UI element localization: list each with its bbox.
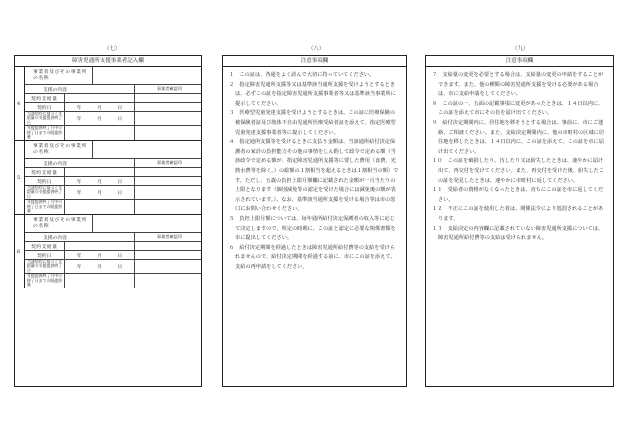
provider-name-field[interactable] bbox=[93, 215, 201, 232]
end-date-field[interactable] bbox=[65, 112, 135, 125]
provider-section bbox=[15, 67, 201, 141]
provided-amount-label: 支援提供終了月中の終了日までの既提供量 bbox=[25, 274, 65, 288]
note-item: ８ この証の一、五面の記載事項に変更があったときは、１４日以内に、この証を添えて市にその旨を届け出てください。 bbox=[432, 100, 604, 117]
support-content-label: 支援の内容 bbox=[25, 159, 135, 167]
provider-name-label: 事業者及びその事業所の名称 bbox=[25, 215, 93, 232]
provided-amount-field[interactable] bbox=[65, 126, 135, 140]
end-date-label: 当該契約に基づく支給量の支援提供終了日 bbox=[25, 112, 65, 125]
year-label: 年 bbox=[76, 265, 82, 270]
year-label: 年 bbox=[76, 117, 82, 122]
day-label: 日 bbox=[117, 253, 123, 259]
notes-body-right bbox=[426, 67, 613, 244]
contract-date-field[interactable] bbox=[65, 251, 135, 259]
support-content-label: 支援の内容 bbox=[25, 85, 135, 93]
note-item: １ この証は、各通をよく読んで大切に持っていてください。 bbox=[229, 72, 375, 78]
day-label: 日 bbox=[117, 105, 123, 111]
day-label: 日 bbox=[117, 117, 123, 122]
end-date-field[interactable] bbox=[65, 186, 135, 199]
provider-section bbox=[15, 215, 201, 288]
provider-stamp-field[interactable] bbox=[135, 251, 201, 259]
notes-body-middle bbox=[223, 67, 406, 272]
notes-title-middle: 注意事項欄 bbox=[223, 56, 406, 67]
section-number: 4 bbox=[17, 100, 21, 107]
note-item: ９ 給付決定期間内に、居住地を移そうとする場合は、事前に、市にご連絡、ご相談ください。また、支給決定期間内に、他の市町村の区域に居住地を移したときは、１４日以内に、この証を添えて、この証を市に届け出てください。 bbox=[432, 119, 605, 155]
note-item: ７ 支給量の変更を必要とする場合は、支給量の変更の申請をすることができます。また、他の種類の障害児通所支援を受ける必要がある場合は、市に支給申請をしてください。 bbox=[432, 72, 604, 98]
day-label: 日 bbox=[117, 265, 123, 270]
end-date-label: 当該契約に基づく支給量の支援提供終了日 bbox=[25, 260, 65, 273]
provider-name-label: 事業者及びその事業所の名称 bbox=[25, 141, 93, 158]
month-label: 月 bbox=[97, 253, 102, 259]
note-item: １１ 受給者の資格がなくなったときは、直ちにこの証を市に返してください。 bbox=[432, 187, 604, 203]
note-item: １３ 支給決定の内容欄に記載されていない障害児通所支援については、障害児通所給付費等の支給は受けられません。 bbox=[432, 225, 604, 242]
year-label: 年 bbox=[76, 253, 82, 259]
provider-name-field[interactable] bbox=[93, 141, 201, 158]
contract-amount-label: 契約支給量 bbox=[25, 168, 65, 176]
day-label: 日 bbox=[117, 191, 123, 196]
provider-name-label: 事業者及びその事業所の名称 bbox=[25, 67, 93, 84]
contract-date-label: 契約日 bbox=[25, 177, 65, 185]
provider-section bbox=[15, 141, 201, 215]
year-label: 年 bbox=[76, 179, 82, 185]
provider-stamp-field[interactable] bbox=[135, 103, 201, 111]
provider-stamp-field[interactable] bbox=[135, 126, 201, 140]
provider-stamp-field[interactable] bbox=[135, 242, 201, 250]
note-item: １０ この証を破損したり、汚したり又は紛失したときは、速やかに届け出て、再交付を受けてください。また、再交付を受けた後、紛失したこの証を発見したときは、速やかに市町村に返してください。 bbox=[432, 158, 604, 184]
provider-stamp-field[interactable] bbox=[135, 274, 201, 288]
month-label: 月 bbox=[97, 105, 102, 111]
notes-title-right: 注意事項欄 bbox=[426, 56, 613, 67]
provider-entry-title: 障害児通所支援事業者記入欄 bbox=[15, 56, 201, 67]
end-date-field[interactable] bbox=[65, 260, 135, 273]
provider-stamp-field[interactable] bbox=[135, 177, 201, 185]
contract-amount-label: 契約支給量 bbox=[25, 242, 65, 250]
provided-amount-label: 支援提供終了月中の終了日までの既提供量 bbox=[25, 200, 65, 214]
provider-stamp-field[interactable] bbox=[135, 186, 201, 199]
provider-stamp-field[interactable] bbox=[135, 94, 201, 102]
year-label: 年 bbox=[76, 105, 82, 111]
year-label: 年 bbox=[76, 191, 82, 196]
contract-date-field[interactable] bbox=[65, 103, 135, 111]
page-number-middle: （八） bbox=[308, 46, 325, 52]
section-number: 6 bbox=[17, 248, 21, 255]
provider-stamp-field[interactable] bbox=[135, 168, 201, 176]
note-item: ６ 給付決定期間を経過したときは障害児通所給付費等の支給を受けられませんので、給付決定期間を経過する前に、市にこの証を添えて、支給の再申請をしてください。 bbox=[229, 244, 396, 270]
month-label: 月 bbox=[97, 191, 102, 196]
contract-date-label: 契約日 bbox=[25, 251, 65, 259]
contract-date-label: 契約日 bbox=[25, 103, 65, 111]
notes-panel-right bbox=[425, 55, 614, 387]
contract-date-field[interactable] bbox=[65, 177, 135, 185]
note-item: ３ 医療型児童発達支援を受けようとするときは、この証に医療保険の被保険者証及び肢体不自由児通所医療受給者証を添えて、指定医療型児童発達支援事業者等に提示してください。 bbox=[229, 110, 396, 136]
notes-panel-middle bbox=[222, 55, 407, 387]
month-label: 月 bbox=[97, 265, 102, 270]
provider-confirm-label: 事業者確認印 bbox=[156, 160, 183, 165]
provider-name-field[interactable] bbox=[93, 67, 201, 84]
month-label: 月 bbox=[97, 117, 102, 122]
page-number-left: （七） bbox=[104, 46, 121, 52]
provider-stamp-field[interactable] bbox=[135, 200, 201, 214]
page-number-right: （九） bbox=[512, 46, 529, 52]
provided-amount-field[interactable] bbox=[65, 274, 135, 288]
note-item: １２ 不正にこの証を使用した者は、関係法令により処罰されることがあります。 bbox=[432, 206, 604, 222]
contract-amount-label: 契約支給量 bbox=[25, 94, 65, 102]
section-number: 5 bbox=[17, 174, 21, 181]
support-content-label: 支援の内容 bbox=[25, 233, 135, 241]
note-item: ４ 指定通所支援等を受けるときに支払う金額は、当該通所給付決定保護者の家計の負担能力その他の事情をしん酌して政令で定める額（当該政令で定める額が、指定障害児通所支援等に要した費用（食費、光熱水費等を除く。）の総額の１割相当を超えるときは１割相当の額）です。ただし、五歳の負担上限月額欄に記載された金額が一月当たりの上限となります（個別減免等の認定を受けた場合には減免後の額が表示されています。）。なお、基準該当通所支援を受ける場合等は市の窓口にお問い合わせください。 bbox=[229, 139, 399, 213]
provided-amount-field[interactable] bbox=[65, 200, 135, 214]
provider-entry-panel bbox=[14, 55, 202, 387]
contract-amount-field[interactable] bbox=[65, 242, 135, 250]
provider-stamp-field[interactable] bbox=[135, 112, 201, 125]
provided-amount-label: 支援提供終了月中の終了日までの既提供量 bbox=[25, 126, 65, 140]
contract-amount-field[interactable] bbox=[65, 94, 135, 102]
provider-confirm-label: 事業者確認印 bbox=[156, 234, 183, 239]
month-label: 月 bbox=[97, 179, 102, 185]
provider-stamp-field[interactable] bbox=[135, 260, 201, 273]
note-item: ５ 負担上限月額については、毎年通所給付決定保護者の収入等に応じて決定しますので、所定の時期に、この証と認定に必要な関係書類を市に提出してください。 bbox=[229, 215, 396, 242]
day-label: 日 bbox=[117, 179, 123, 185]
note-item: ２ 指定障害児通所支援等又は基準該当通所支援を受けようとするときは、必ずこの証を指定障害児通所支援事業者等又は基準該当事業所に提示してください。 bbox=[229, 81, 396, 107]
contract-amount-field[interactable] bbox=[65, 168, 135, 176]
provider-confirm-label: 事業者確認印 bbox=[156, 86, 183, 91]
end-date-label: 当該契約に基づく支給量の支援提供終了日 bbox=[25, 186, 65, 199]
